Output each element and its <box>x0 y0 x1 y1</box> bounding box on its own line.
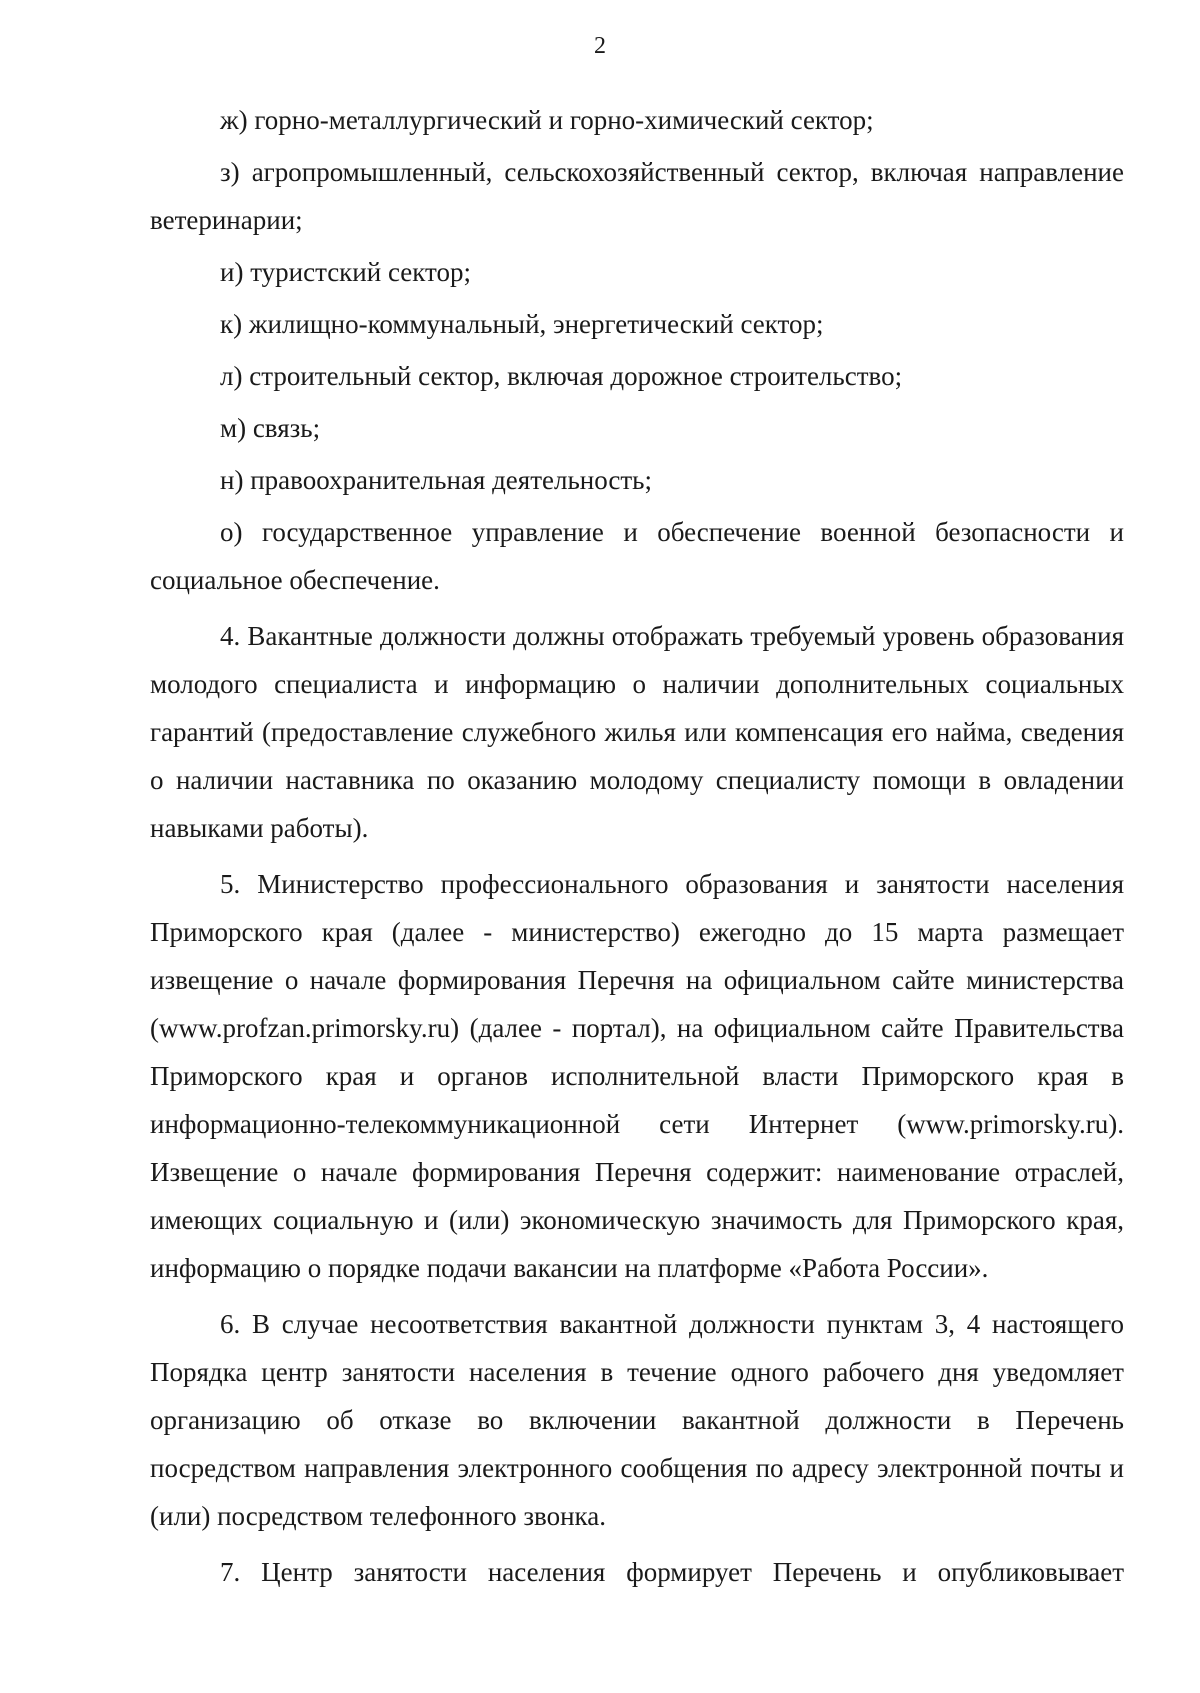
page-number: 2 <box>594 33 606 59</box>
document-body <box>150 96 1124 1600</box>
list-item-zh: ж) горно-металлургический и горно-химический сектор; <box>220 105 874 135</box>
list-item-l: л) строительный сектор, включая дорожное строительство; <box>220 361 903 391</box>
paragraph-5: 5. Министерство профессионального образования и занятости населения Приморского края (далее - министерство) ежегодно до 15 марта размещает извещение о начале формирования Перечня на официальном сайте министерства (www.profzan.primorsky.ru) (далее - портал), на официальном сайте Правительства Приморского края и органов исполнительной власти Приморского края в информационно-телекоммуникационной сети Интернет (www.primorsky.ru). Извещение о начале формирования Перечня содержит: наименование отраслей, имеющих социальную и (или) экономическую значимость для Приморского края, информацию о порядке подачи вакансии на платформе «Работа России». <box>150 869 1124 1283</box>
list-item-i: и) туристский сектор; <box>220 257 471 287</box>
paragraph-7: 7. Центр занятости населения формирует Перечень и опубликовывает <box>220 1557 1124 1587</box>
list-item-o: о) государственное управление и обеспечение военной безопасности и социальное обеспечение. <box>150 517 1124 595</box>
paragraph-4: 4. Вакантные должности должны отображать требуемый уровень образования молодого специалиста и информацию о наличии дополнительных социальных гарантий (предоставление служебного жилья или компенсация его найма, сведения о наличии наставника по оказанию молодому специалисту помощи в овладении навыками работы). <box>150 621 1124 843</box>
list-item-m: м) связь; <box>220 413 321 443</box>
list-item-k: к) жилищно-коммунальный, энергетический сектор; <box>220 309 824 339</box>
paragraph-6: 6. В случае несоответствия вакантной должности пунктам 3, 4 настоящего Порядка центр занятости населения в течение одного рабочего дня уведомляет организацию об отказе во включении вакантной должности в Перечень посредством направления электронного сообщения по адресу электронной почты и (или) посредством телефонного звонка. <box>150 1309 1124 1531</box>
list-item-z: з) агропромышленный, сельскохозяйственный сектор, включая направление ветеринарии; <box>150 157 1124 235</box>
list-item-n: н) правоохранительная деятельность; <box>220 465 652 495</box>
